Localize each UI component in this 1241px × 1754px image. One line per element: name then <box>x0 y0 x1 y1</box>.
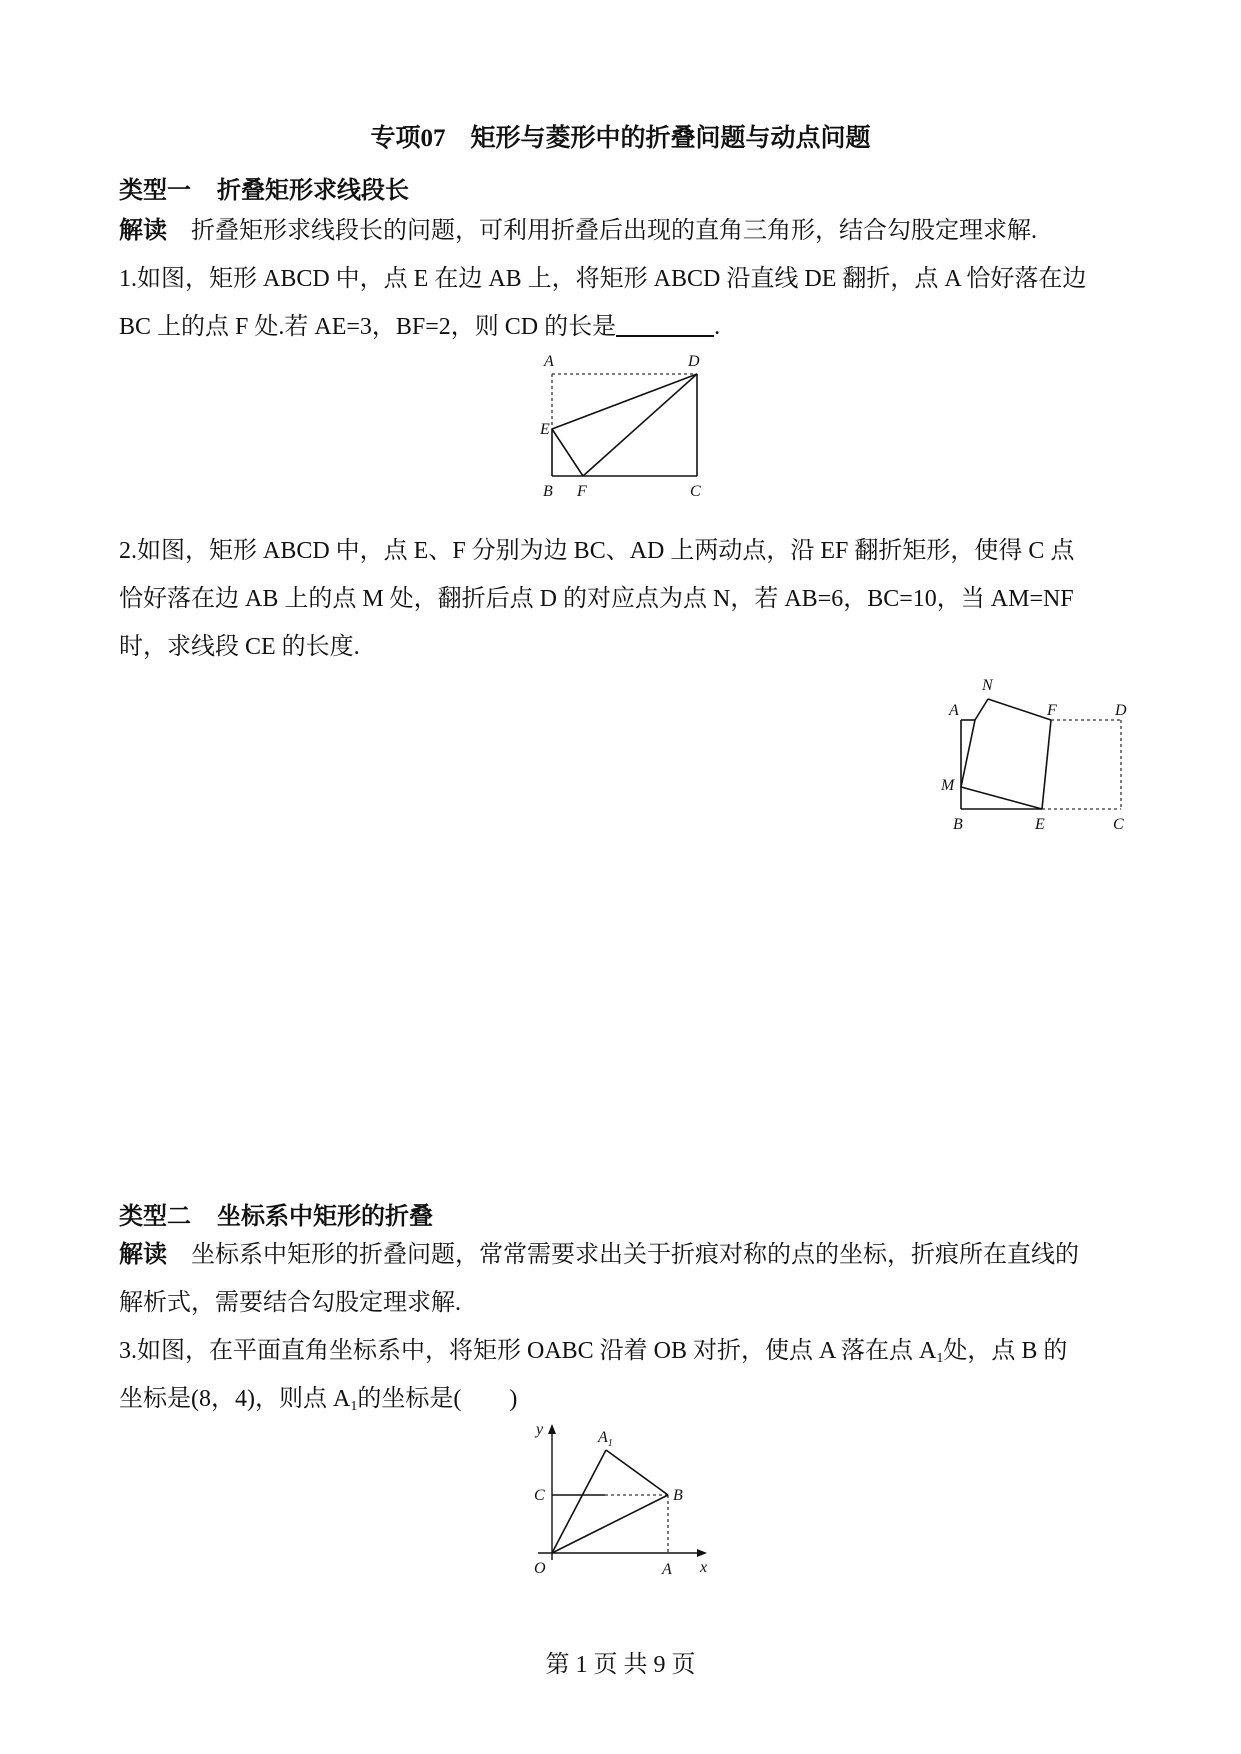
fold-line-ed <box>552 374 697 429</box>
label-a: A <box>662 1561 672 1578</box>
section-name: 折叠矩形求线段长 <box>217 178 409 204</box>
x-axis-arrow <box>697 1549 707 1557</box>
label-e: E <box>540 421 550 438</box>
label-b: B <box>953 816 963 832</box>
label-a: A <box>949 702 959 719</box>
question-1-line-1: 1.如图，矩形 ABCD 中，点 E 在边 AB 上，将矩形 ABCD 沿直线 DE 翻折，点 A 恰好落在边 <box>119 266 1087 292</box>
figure-2-rectangle-fold <box>935 672 1135 832</box>
jiedu-paragraph-1 <box>119 216 1037 246</box>
label-f: F <box>577 483 587 500</box>
period: . <box>714 314 721 340</box>
label-c: C <box>534 1487 545 1504</box>
page-footer: 第 1 页 共 9 页 <box>545 1652 696 1678</box>
label-b: B <box>543 483 553 500</box>
jiedu-paragraph-2 <box>119 1240 1079 1270</box>
y-axis-arrow <box>548 1424 556 1434</box>
question-2-line-1: 2.如图，矩形 ABCD 中，点 E、F 分别为边 BC、AD 上两动点，沿 EF 翻折矩形，使得 C 点 <box>119 538 1075 564</box>
label-x: x <box>700 1559 708 1576</box>
question-2-line-3: 时，求线段 CE 的长度. <box>119 634 360 660</box>
label-d: D <box>1115 702 1127 719</box>
label-m: M <box>941 777 955 794</box>
question-3-text: 坐标是(8，4)，则点 A <box>119 1386 351 1412</box>
subscript: 1 <box>936 1351 944 1366</box>
question-1-line-2 <box>119 312 720 342</box>
jiedu-label: 解读 <box>119 218 167 244</box>
jiedu-label: 解读 <box>119 1242 167 1268</box>
section-heading-2 <box>119 1196 433 1231</box>
question-3-text-cont: 处，点 B 的 <box>943 1338 1068 1364</box>
segment-a1b <box>606 1450 668 1495</box>
figure-3-coordinate-fold <box>520 1418 730 1583</box>
question-2-line-2: 恰好落在边 AB 上的点 M 处，翻折后点 D 的对应点为点 N，若 AB=6，BC=10，当 AM=NF <box>119 586 1074 612</box>
page-title: 专项07 矩形与菱形中的折叠问题与动点问题 <box>370 125 871 152</box>
figure-1-rectangle-fold <box>540 352 720 504</box>
label-c: C <box>690 483 701 500</box>
label-a: A <box>544 353 554 370</box>
question-1-text: BC 上的点 F 处.若 AE=3，BF=2，则 CD 的长是 <box>119 314 617 340</box>
question-3-line-2 <box>119 1384 517 1422</box>
question-3-text: 3.如图，在平面直角坐标系中，将矩形 OABC 沿着 OB 对折，使点 A 落在点 A <box>119 1338 937 1364</box>
label-d: D <box>688 353 700 370</box>
label-o: O <box>534 1560 546 1577</box>
label-f: F <box>1047 702 1057 719</box>
section-number: 类型二 <box>119 1204 191 1230</box>
segment-nm <box>961 720 975 787</box>
jiedu-text: 坐标系中矩形的折叠问题，常常需要求出关于折痕对称的点的坐标，折痕所在直线的 <box>191 1242 1079 1268</box>
segment-nf <box>988 699 1051 720</box>
label-y: y <box>536 1421 544 1438</box>
subscript: 1 <box>350 1399 358 1414</box>
label-e: E <box>1035 816 1045 832</box>
label-a1: $A_1$ <box>598 1429 613 1449</box>
question-3-text-cont: 的坐标是( ) <box>357 1386 518 1412</box>
section-name: 坐标系中矩形的折叠 <box>217 1204 433 1230</box>
label-c: C <box>1113 816 1124 832</box>
fold-line-ob <box>552 1495 668 1553</box>
question-3-line-1 <box>119 1336 1067 1374</box>
segment-oa1 <box>552 1450 606 1553</box>
segment-me <box>961 787 1042 809</box>
segment-ef <box>552 429 583 476</box>
segment-n-edge <box>975 699 988 720</box>
jiedu-text: 折叠矩形求线段长的问题，可利用折叠后出现的直角三角形，结合勾股定理求解. <box>191 218 1037 244</box>
label-b: B <box>673 1487 683 1504</box>
jiedu-paragraph-2-line-2: 解析式，需要结合勾股定理求解. <box>119 1290 461 1316</box>
section-heading-1 <box>119 170 409 205</box>
answer-blank <box>616 313 714 337</box>
fold-line-fe <box>1042 720 1051 809</box>
section-number: 类型一 <box>119 178 191 204</box>
label-n: N <box>982 677 993 694</box>
segment-fd <box>583 374 697 476</box>
